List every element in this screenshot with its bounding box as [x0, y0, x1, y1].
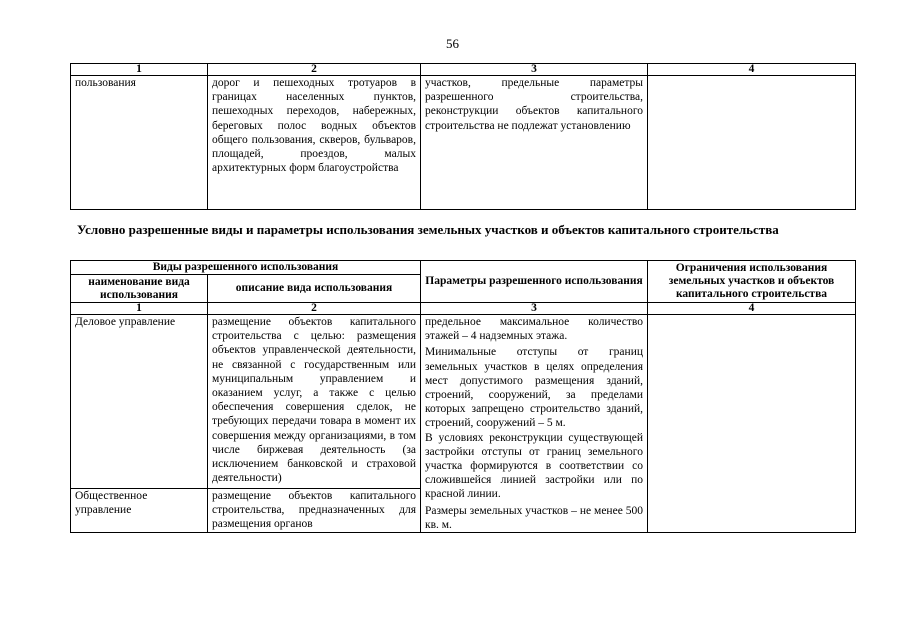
page-number: 56 [446, 36, 459, 51]
use-description-cell: дорог и пешеходных тротуаров в границах населенных пунктов, пешеходных переходов, набережных, береговых полос водных объектов общего пользования, скверов, бульваров, площадей, проездов, малых архитектурных форм благоустройства [208, 76, 421, 210]
column-number: 4 [648, 64, 856, 76]
limits-cell [648, 315, 856, 533]
column-number: 4 [648, 303, 856, 315]
column-number: 3 [421, 64, 648, 76]
params-cell [421, 315, 648, 533]
table-main-number-row [71, 303, 856, 315]
table-row [71, 315, 856, 489]
header-row-top [71, 261, 856, 275]
params-header-cell: Параметры разрешенного использования [421, 261, 648, 303]
use-description-cell: размещение объектов капитального строительства, предназначенных для размещения органов [208, 488, 421, 532]
column-number: 1 [71, 303, 208, 315]
params-paragraph: Минимальные отступы от границ земельных участков в целях определения мест допустимого размещения зданий, строений, сооружений, за пределами которых запрещено строительство зданий, строений, сооружений – 5 м. [425, 346, 643, 430]
use-params-cell: участков, предельные параметры разрешенного строительства, реконструкции объектов капитального строительства не подлежат установлению [421, 76, 648, 210]
params-paragraph: В условиях реконструкции существующей застройки отступы от границ земельного участка формируются в соответствии со сложившейся линией застройки или по красной линии. [425, 431, 643, 501]
params-paragraph: предельное максимальное количество этажей – 4 надземных этажа. [425, 316, 643, 343]
name-header-cell: наименование вида использования [71, 275, 208, 303]
table-row [71, 76, 856, 210]
table-top-number-row [71, 64, 856, 76]
group-header-cell: Виды разрешенного использования [71, 261, 421, 275]
limits-header-cell: Ограничения использования земельных участков и объектов капитального строительства [648, 261, 856, 303]
use-description-cell: размещение объектов капитального строительства с целью: размещения объектов управленческой деятельности, не связанной с государственным или муниципальным управлением и оказанием услуг, а также с целью обеспечения совершения сделок, не требующих передачи товара в момент их совершения между организациями, в том числе биржевая деятельность (за исключением банковской и страховой деятельности) [208, 315, 421, 489]
params-paragraph: Размеры земельных участков – не менее 500 кв. м. [425, 504, 643, 531]
column-number: 2 [208, 303, 421, 315]
use-name-cell: Общественное управление [71, 488, 208, 532]
table-top-continuation [70, 63, 856, 210]
column-number: 3 [421, 303, 648, 315]
section-heading: Условно разрешенные виды и параметры использования земельных участков и объектов капитального строительства [77, 222, 779, 237]
use-limits-cell [648, 76, 856, 210]
table-conditional-uses [70, 260, 856, 533]
use-name-cell: Деловое управление [71, 315, 208, 489]
description-header-cell: описание вида использования [208, 275, 421, 303]
column-number: 1 [71, 64, 208, 76]
column-number: 2 [208, 64, 421, 76]
use-name-cell: пользования [71, 76, 208, 210]
